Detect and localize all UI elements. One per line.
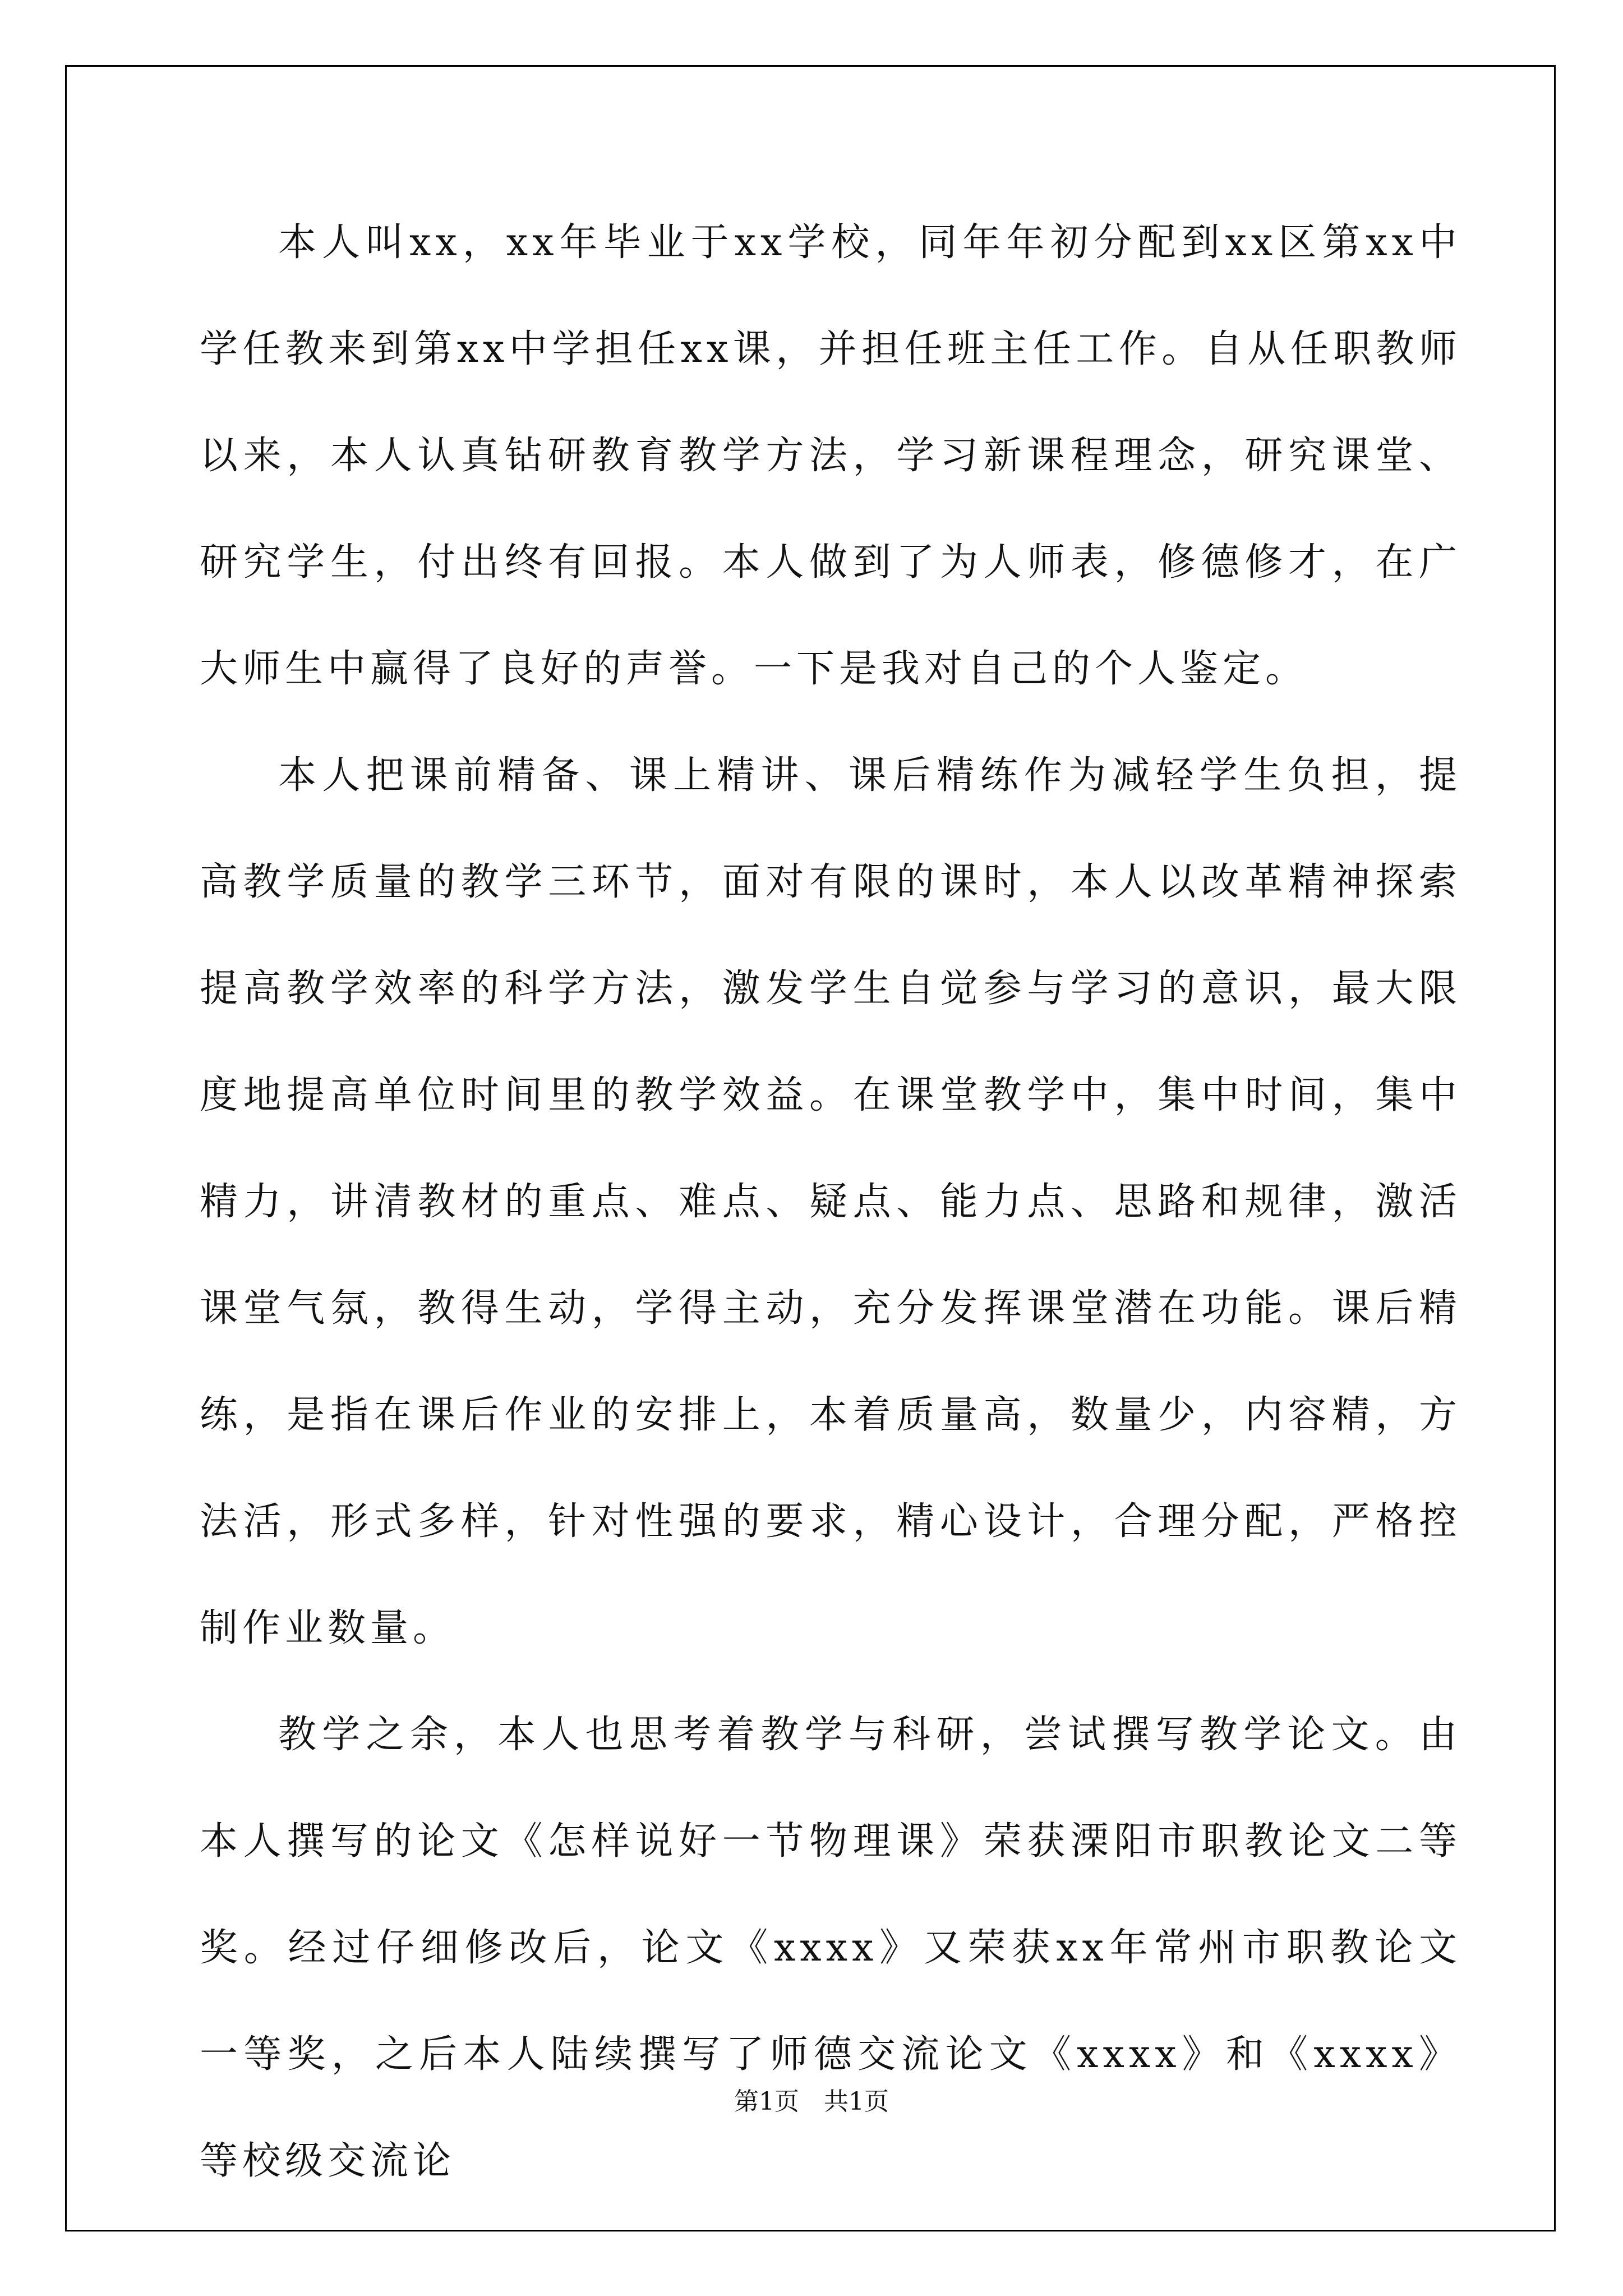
document-body [200, 190, 1461, 2215]
page-number: 第1页 共1页 [734, 2087, 889, 2116]
paragraph-1: 本人叫xx，xx年毕业于xx学校，同年年初分配到xx区第xx中学任教来到第xx中学担任xx课，并担任班主任工作。自从任职教师以来，本人认真钻研教育教学方法，学习新课程理念，研究课堂、研究学生，付出终有回报。本人做到了为人师表，修德修才，在广大师生中赢得了良好的声誉。一下是我对自己的个人鉴定。 [200, 220, 1461, 691]
paragraph-2: 本人把课前精备、课上精讲、课后精练作为减轻学生负担，提高教学质量的教学三环节，面对有限的课时，本人以改革精神探索提高教学效率的科学方法，激发学生自觉参与学习的意识，最大限度地提高单位时间里的教学效益。在课堂教学中，集中时间，集中精力，讲清教材的重点、难点、疑点、能力点、思路和规律，激活课堂气氛，教得生动，学得主动，充分发挥课堂潜在功能。课后精练，是指在课后作业的安排上，本着质量高，数量少，内容精，方法活，形式多样，针对性强的要求，精心设计，合理分配，严格控制作业数量。 [200, 753, 1461, 1650]
paragraph-3: 教学之余，本人也思考着教学与科研，尝试撰写教学论文。由本人撰写的论文《怎样说好一节物理课》荣获溧阳市职教论文二等奖。经过仔细修改后，论文《xxxx》又荣获xx年常州市职教论文一等奖，之后本人陆续撰写了师德交流论文《xxxx》和《xxxx》等校级交流论 [200, 1713, 1461, 2183]
